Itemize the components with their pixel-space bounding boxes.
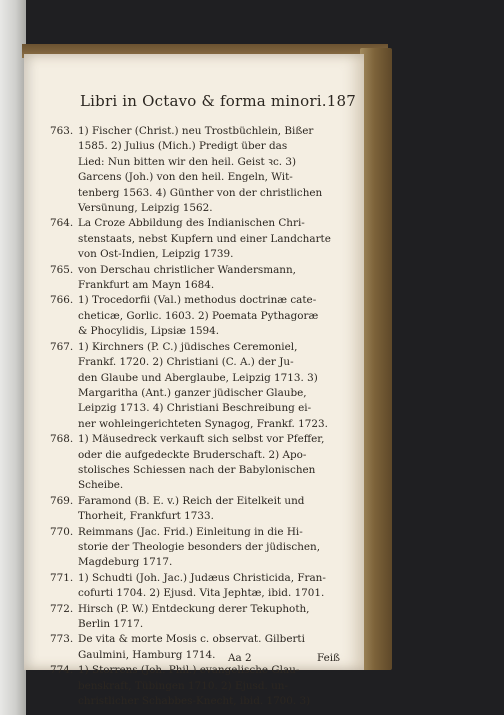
entry-number: 764.: [50, 217, 74, 230]
entry-line: Versünung, Leipzig 1562.: [78, 202, 213, 215]
catalog-entry: [50, 663, 352, 709]
entry-line: Berlin 1717.: [78, 618, 144, 630]
adjacent-page-edge: [0, 0, 26, 715]
catalog-entry: [50, 263, 352, 294]
entry-text: [78, 124, 352, 216]
entry-number: 765.: [50, 263, 74, 276]
entry-line: Scheibe.: [78, 479, 124, 492]
entry-text: [78, 263, 352, 294]
entry-line: von Ost-Indien, Leipzig 1739.: [78, 248, 234, 261]
entry-text: [78, 494, 352, 525]
entry-line: Garcens (Joh.) von den heil. Engeln, Wit-: [78, 171, 293, 184]
catalog-entry: [50, 525, 352, 571]
page-number: 187: [326, 92, 356, 110]
entry-number: 763.: [50, 125, 74, 137]
entry-line: Faramond (B. E. v.) Reich der Eitelkeit und: [78, 494, 305, 507]
entry-line: Frankfurt am Mayn 1684.: [78, 279, 215, 292]
catalog-entry: [50, 124, 352, 216]
entry-line: 1) Trocedorfii (Val.) methodus doctrinæ cate-: [78, 294, 317, 307]
catalog-entry: [50, 571, 352, 602]
entry-text: [78, 632, 352, 663]
entry-line: La Croze Abbildung des Indianischen Chri-: [78, 217, 305, 230]
entry-number: 774.: [50, 664, 74, 677]
entry-line: 1) Kirchners (P. C.) jüdisches Ceremoniel,: [78, 340, 298, 353]
catalog-entry: [50, 632, 352, 663]
entry-line: tenberg 1563. 4) Günther von der christlichen: [78, 186, 323, 199]
entry-line: von Derschau christlicher Wandersmann,: [78, 263, 296, 276]
entry-line: cofurti 1704. 2) Ejusd. Vita Jephtæ, ibid. 1701.: [78, 587, 325, 600]
entry-line: cheticæ, Gorlic. 1603. 2) Poemata Pythagoræ: [78, 309, 319, 322]
entry-text: [78, 432, 352, 494]
book-page: [24, 54, 364, 708]
signature-mark: Aa 2: [228, 652, 252, 664]
entry-number: 770.: [50, 525, 74, 538]
catalog-entry: [50, 293, 352, 339]
entry-number: 769.: [50, 494, 74, 507]
entry-number: 767.: [50, 340, 74, 353]
entry-line: 1) Fischer (Christ.) neu Trostbüchlein, Bißer: [78, 125, 314, 137]
entry-number: 772.: [50, 602, 74, 615]
entry-line: den Glaube und Aberglaube, Leipzig 1713. 3): [78, 371, 318, 384]
entry-line: ner wohleingerichteten Synagog, Frankf. 1723.: [78, 417, 328, 430]
catchword: Feiß: [316, 652, 340, 664]
entry-text: [78, 293, 352, 339]
book-fore-edge: [360, 48, 392, 670]
entry-text: [78, 216, 352, 262]
entry-line: Thorheit, Frankfurt 1733.: [78, 510, 214, 523]
entry-text: [78, 663, 352, 709]
entry-line: 1) Storrens (Joh. Phil.) evangelische Glau-: [78, 664, 300, 677]
catalog-entry: [50, 432, 352, 494]
entry-line: stenstaats, nebst Kupfern und einer Landcharte: [78, 232, 331, 245]
entry-number: 768.: [50, 433, 74, 446]
entry-text: [78, 525, 352, 571]
entry-line: 1) Schudti (Joh. Jac.) Judæus Christicida, Fran-: [78, 571, 326, 584]
entry-line: storie der Theologie besonders der jüdischen,: [78, 540, 321, 553]
running-head: [80, 92, 356, 110]
entry-line: De vita & morte Mosis c. observat. Gilberti: [78, 633, 305, 646]
entry-line: 1585. 2) Julius (Mich.) Predigt über das: [78, 140, 288, 153]
entry-line: oder die aufgedeckte Bruderschaft. 2) Apo-: [78, 448, 307, 461]
entry-line: 1) Mäusedreck verkauft sich selbst vor Pfeffer,: [78, 433, 325, 446]
entry-line: & Phocylidis, Lipsiæ 1594.: [78, 325, 220, 338]
catalog-entry: [50, 602, 352, 633]
entry-number: 771.: [50, 571, 74, 584]
entry-line: stolisches Schiessen nach der Babylonischen: [78, 463, 316, 476]
entry-text: [78, 571, 352, 602]
running-head-title: Libri in Octavo & forma minori.: [80, 92, 327, 110]
entry-number: 773.: [50, 633, 74, 646]
entry-text: [78, 602, 352, 633]
entry-line: Hirsch (P. W.) Entdeckung derer Tekuphoth,: [78, 602, 310, 615]
entry-line: christlicher Schabbes-Knecht, ibid. 1700. 3): [78, 695, 311, 708]
entry-line: benskraft, Tübingen 1710. 2) Ejusd. un-: [78, 679, 288, 692]
entry-number: 766.: [50, 294, 74, 307]
entry-line: Gaulmini, Hamburg 1714.: [78, 648, 216, 661]
catalog-entry: [50, 216, 352, 262]
entry-line: Lied: Nun bitten wir den heil. Geist ꝛc. 3): [78, 155, 297, 168]
catalog-entries: [50, 124, 352, 709]
entry-line: Frankf. 1720. 2) Christiani (C. A.) der Ju-: [78, 356, 294, 369]
entry-line: Magdeburg 1717.: [78, 556, 173, 569]
entry-line: Reimmans (Jac. Frid.) Einleitung in die Hi-: [78, 525, 303, 538]
catalog-entry: [50, 494, 352, 525]
catalog-entry: [50, 340, 352, 432]
entry-text: [78, 340, 352, 432]
entry-line: Margaritha (Ant.) ganzer jüdischer Glaube,: [78, 386, 307, 399]
entry-line: Leipzig 1713. 4) Christiani Beschreibung ei-: [78, 402, 312, 415]
